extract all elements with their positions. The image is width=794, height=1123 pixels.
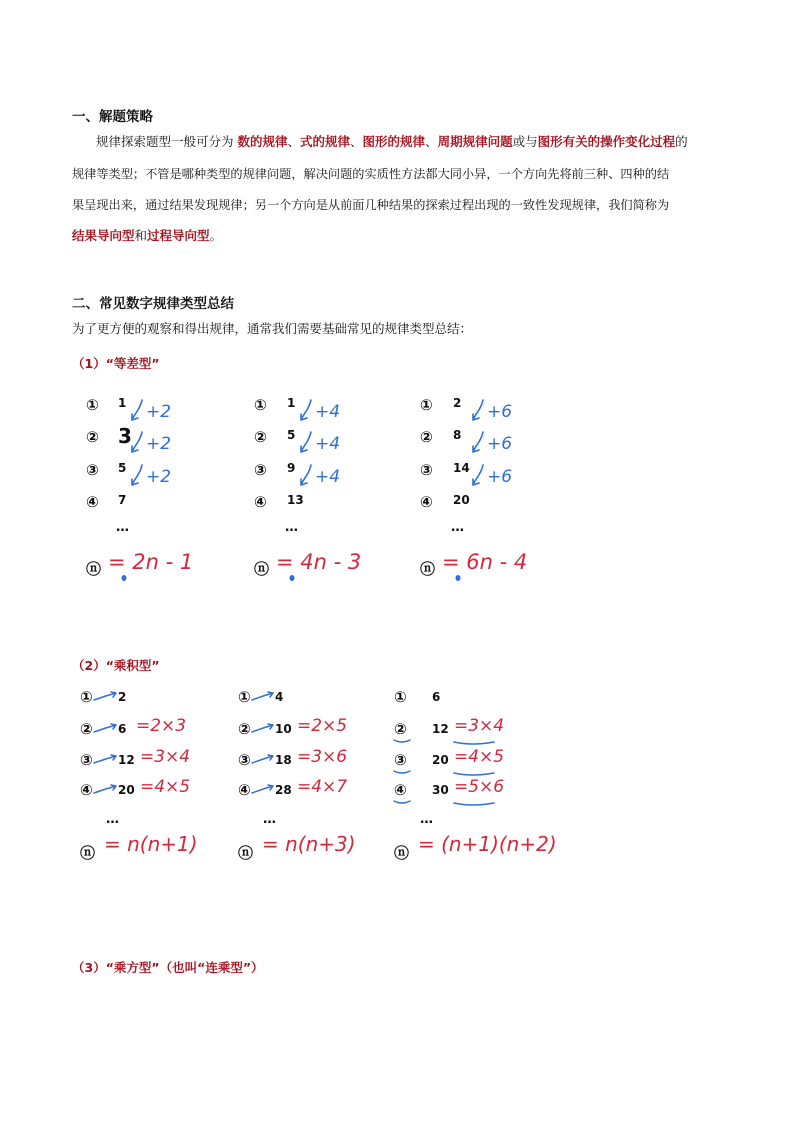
section1-line2: 规律等类型；不管是哪种类型的规律问题，解决问题的实质性方法都大同小异，一个方向先将前三种、四种的结 [72,167,670,181]
row-marker: ② [254,428,267,446]
sequence-value: 30 [432,783,449,797]
annotation-stroke [94,785,116,793]
row-marker: ① [254,396,267,414]
formula-handwritten: = 4n - 3 [276,550,362,574]
highlight-span: 图形的规律 [362,134,426,149]
sequence-value: 20 [432,753,449,767]
row-marker: ④ [420,493,433,511]
sequence-value: 3 [118,424,132,448]
row-marker: ② [80,720,93,738]
annotation-stroke [132,432,142,452]
sequence-value: 7 [118,493,127,507]
text-span: 的 [675,134,688,149]
step-note: +4 [315,434,341,454]
section2-intro: 为了更方便的观察和得出规律，通常我们需要基础常见的规律类型总结： [72,321,473,336]
annotation-stroke [473,400,483,420]
row-marker: ③ [420,461,433,479]
ellipsis: … [420,812,434,827]
annotation-stroke [454,742,494,744]
sequence-value: 12 [432,722,449,736]
sequence-value: 6 [118,722,127,736]
row-marker: ④ [394,781,407,799]
subsection-power-title: （3）“乘方型”（也叫“连乘型”） [72,960,264,975]
ellipsis: … [116,520,130,535]
row-marker-n: ⓝ [86,560,102,578]
product-note: =3×6 [297,747,348,767]
sequence-value: 10 [275,722,292,736]
subsection-product-title: （2）“乘积型” [72,658,160,673]
row-marker-n: ⓝ [254,560,270,578]
section1-line1 [96,136,688,149]
section2-title: 二、常见数字规律类型总结 [72,296,234,312]
step-note: +2 [146,467,172,487]
product-note: =4×5 [454,747,505,767]
formula-handwritten: = 6n - 4 [442,550,528,574]
sequence-value: 8 [453,428,462,442]
annotation-stroke [252,724,273,732]
formula-handwritten: = n(n+1) [104,832,198,856]
product-note: =2×5 [297,716,348,736]
sequence-value: 2 [453,396,462,410]
highlight-span: 图形有关的操作变化过程 [537,134,676,149]
row-marker: ① [238,688,251,706]
sequence-value: 28 [275,783,292,797]
text-span: 或与 [512,134,538,149]
subsection-arithmetic-title: （1）“等差型” [72,356,160,371]
sequence-value: 1 [287,396,296,410]
formula-handwritten: = n(n+3) [262,832,356,856]
sequence-value: 20 [453,493,470,507]
row-marker-n: ⓝ [420,560,436,578]
text-span: 、 [425,134,438,149]
step-note: +2 [146,402,172,422]
annotation-stroke [473,465,483,485]
product-note: =4×5 [140,777,191,797]
row-marker: ③ [86,461,99,479]
annotation-stroke [252,692,273,700]
annotation-dot [122,575,127,581]
row-marker: ④ [86,493,99,511]
formula-handwritten: = (n+1)(n+2) [418,832,557,856]
highlight-span: 数的规律 [237,134,288,149]
section1-title: 一、解题策略 [72,109,153,125]
ellipsis: … [263,812,277,827]
highlight-span: 过程导向型 [147,228,210,243]
row-marker: ① [394,688,407,706]
row-marker: ② [86,428,99,446]
sequence-value: 18 [275,753,292,767]
annotation-stroke [252,755,273,763]
row-marker: ② [394,720,407,738]
highlight-span: 结果导向型 [72,228,135,243]
text-span: 规律探索题型一般可分为 [96,134,238,149]
row-marker: ① [80,688,93,706]
text-span: 和 [134,228,148,243]
product-note: =4×7 [297,777,348,797]
step-note: +4 [315,467,341,487]
row-marker-n: ⓝ [394,844,410,862]
row-marker-n: ⓝ [238,844,254,862]
annotation-stroke [394,740,410,742]
product-note: =3×4 [140,747,191,767]
row-marker-n: ⓝ [80,844,96,862]
annotation-stroke [252,785,273,793]
annotation-stroke [301,432,311,452]
sequence-value: 4 [275,690,284,704]
sequence-value: 5 [118,461,127,475]
annotation-stroke [132,400,142,420]
annotation-stroke [454,773,494,775]
annotation-stroke [394,771,410,773]
step-note: +2 [146,434,172,454]
row-marker: ④ [80,781,93,799]
section1-line4 [72,230,222,243]
row-marker: ④ [254,493,267,511]
row-marker: ④ [238,781,251,799]
annotation-stroke [301,465,311,485]
text-span: 、 [350,134,363,149]
annotation-dot [290,575,295,581]
step-note: +6 [487,402,513,422]
row-marker: ② [420,428,433,446]
product-note: =3×4 [454,716,505,736]
step-note: +6 [487,434,513,454]
row-marker: ① [420,396,433,414]
step-note: +6 [487,467,513,487]
formula-handwritten: = 2n - 1 [108,550,194,574]
ellipsis: … [285,520,299,535]
row-marker: ③ [254,461,267,479]
text-span: 、 [287,134,301,149]
annotation-stroke [94,724,116,732]
sequence-value: 1 [118,396,127,410]
ellipsis: … [451,520,465,535]
row-marker: ③ [238,751,251,769]
step-note: +4 [315,402,341,422]
row-marker: ③ [394,751,407,769]
section1-line3: 果呈现出来，通过结果发现规律；另一个方向是从前面几种结果的探索过程出现的一致性发现规律，我们简称为 [72,198,670,212]
annotation-dot [456,575,461,581]
text-span: 。 [209,228,223,243]
sequence-value: 20 [118,783,135,797]
sequence-value: 5 [287,428,296,442]
row-marker: ③ [80,751,93,769]
highlight-span: 周期规律问题 [437,134,513,149]
annotation-stroke [301,400,311,420]
sequence-value: 12 [118,753,135,767]
ellipsis: … [106,812,120,827]
annotation-stroke [454,803,494,805]
product-note: =2×3 [136,716,187,736]
annotation-stroke [94,692,116,700]
row-marker: ② [238,720,251,738]
sequence-value: 13 [287,493,304,507]
sequence-value: 9 [287,461,296,475]
annotation-stroke [394,801,410,803]
sequence-value: 14 [453,461,470,475]
product-note: =5×6 [454,777,505,797]
annotation-stroke [94,755,116,763]
sequence-value: 2 [118,690,127,704]
row-marker: ① [86,396,99,414]
sequence-value: 6 [432,690,441,704]
annotation-stroke [473,432,483,452]
highlight-span: 式的规律 [300,134,351,149]
annotation-stroke [132,465,142,485]
